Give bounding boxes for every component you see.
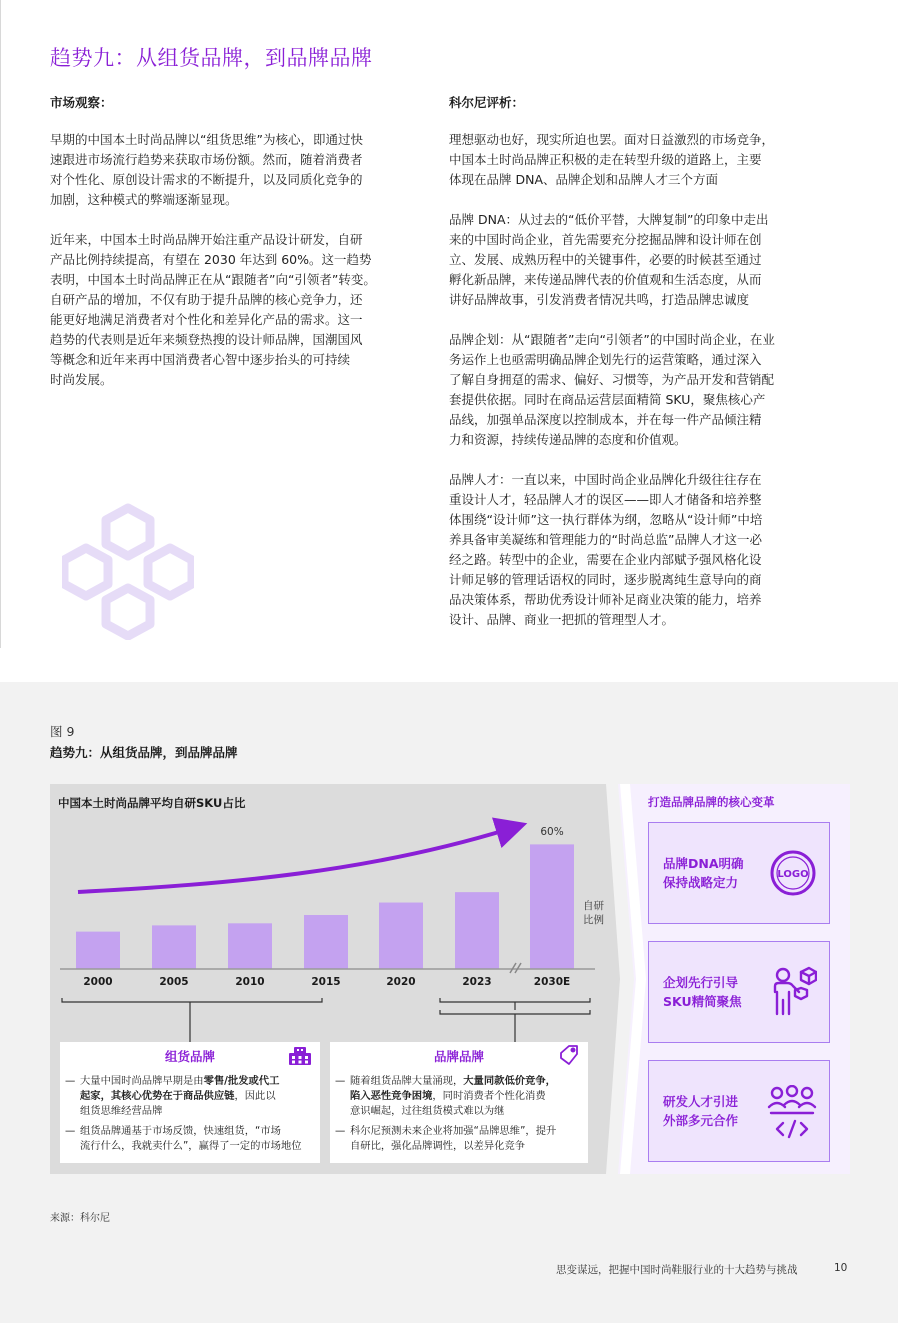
bar-2020 (379, 903, 423, 969)
right-paragraph-1 (449, 130, 823, 190)
self-research-ratio-label (583, 899, 604, 927)
text-line: 重设计人才，轻品牌人才的误区——即人才储备和培养整 (449, 492, 762, 507)
change-item-planning (648, 941, 830, 1043)
text-line: 理想驱动也好，现实所迫也罢。面对日益激烈的市场竞争， (449, 132, 775, 147)
change-item-text (663, 973, 742, 1011)
text-line: 品牌人才：一直以来，中国时尚企业品牌化升级往往存在 (449, 472, 762, 487)
text-line: 孵化新品牌，来传递品牌代表的价值观和生活态度，从而 (449, 272, 762, 287)
card-bullets (335, 1074, 585, 1159)
factory-icon (288, 1045, 312, 1065)
bullet-item: — 大量中国时尚品牌早期是由零售/批发或代工 起家，其核心优势在于商品供应链，因此以 组货思维经营品牌 (65, 1074, 317, 1119)
text-line: 保持战略定力 (663, 875, 739, 890)
bar-data-label: 60% (540, 826, 564, 839)
card-title: 组货品牌 (164, 1049, 215, 1064)
source-note: 来源：科尔尼 (50, 1213, 110, 1224)
bullet-item: — 随着组货品牌大量涌现，大量同款低价竞争， 陷入恶性竞争困境，同时消费者个性化消费 意识崛起，过往组货模式难以为继 (335, 1074, 585, 1119)
text-line: 套提供依据。同时在商品运营层面精简 SKU，聚焦核心产 (449, 392, 766, 407)
cube-pattern-watermark (62, 502, 194, 640)
page-number: 10 (834, 1262, 848, 1274)
bracket-connectors (50, 998, 606, 1048)
axis-break-mark (510, 963, 521, 973)
text-line: 对个性化、原创设计需求的不断提升，以及同质化竞争的 (50, 172, 363, 187)
card-title: 品牌品牌 (433, 1049, 484, 1064)
x-tick-label: 2020 (386, 976, 416, 988)
text-line: 自研产品的增加，不仅有助于提升品牌的核心竞争力，还 (50, 292, 363, 307)
text-line: 近年来，中国本土时尚品牌开始注重产品设计研发，自研 (50, 232, 363, 247)
x-tick-label: 2015 (311, 976, 341, 988)
text-line: 讲好品牌故事，引发消费者情况共鸣，打造品牌忠诚度 (449, 292, 750, 307)
change-item-text (663, 1092, 738, 1130)
trend-arrow (78, 828, 512, 892)
text-line: 了解自身拥趸的需求、偏好、习惯等，为产品开发和营销配 (449, 372, 775, 387)
text-line: 自研 (583, 900, 604, 912)
change-item-talent (648, 1060, 830, 1162)
right-paragraph-talent (449, 470, 823, 630)
left-paragraph-2 (50, 230, 422, 390)
text-line: 品牌 DNA：从过去的“低价平替，大牌复制”的印象中走出 (449, 212, 769, 227)
left-margin-rule (0, 0, 1, 648)
team-code-icon (767, 1085, 817, 1139)
text-line: 力和资源，持续传递品牌的态度和价值观。 (449, 432, 687, 447)
text-line: 加剧，这种模式的弊端逐渐显现。 (50, 192, 238, 207)
logo-badge-text: LOGO (777, 869, 809, 880)
x-tick-label: 2000 (83, 976, 113, 988)
text-line: 体围绕“设计师”这一执行群体为纲，忽略从“设计师”中培 (449, 512, 763, 527)
right-paragraph-planning (449, 330, 823, 450)
text-line: 研发人才引进 (663, 1094, 739, 1109)
text-line: 早期的中国本土时尚品牌以“组货思维”为核心，即通过快 (50, 132, 363, 147)
left-paragraph-1 (50, 130, 422, 210)
x-tick-label: 2005 (159, 976, 189, 988)
bar-2023 (455, 892, 499, 969)
text-line: 能更好地满足消费者对个性化和差异化产品的需求。这一 (50, 312, 363, 327)
text-line: 体现在品牌 DNA、品牌企划和品牌人才三个方面 (449, 172, 719, 187)
chart-title: 中国本土时尚品牌平均自研SKU占比 (58, 796, 246, 810)
price-tag-icon (558, 1044, 580, 1066)
bar-2005 (152, 925, 196, 969)
text-line: 立、发展、成熟历程中的关键事件，必要的时候甚至通过 (449, 252, 762, 267)
sku-share-bar-chart (50, 784, 606, 1024)
text-line: 速跟进市场流行趋势来获取市场份额。然而，随着消费者 (50, 152, 363, 167)
text-line: 中国本土时尚品牌正积极的走在转型升级的道路上，主要 (449, 152, 762, 167)
bar-2030E (530, 844, 574, 969)
core-changes-title: 打造品牌品牌的核心变革 (648, 795, 775, 809)
text-line: 品决策体系，帮助优秀设计师补足商业决策的能力，培养 (449, 592, 762, 607)
person-with-boxes-icon (771, 966, 817, 1018)
figure-title: 趋势九：从组货品牌，到品牌品牌 (50, 745, 238, 760)
x-tick-label: 2023 (462, 976, 492, 988)
text-line: 外部多元合作 (663, 1113, 739, 1128)
x-tick-label: 2030E (533, 976, 571, 988)
footer-text: 思变谋远，把握中国时尚鞋服行业的十大趋势与挑战 (556, 1264, 798, 1276)
card-assembled-goods-brand (60, 1042, 320, 1163)
text-line: 品牌DNA明确 (663, 856, 744, 871)
text-line: 计师足够的管理话语权的同时，逐步脱离纯生意导向的商 (449, 572, 762, 587)
right-paragraph-dna (449, 210, 823, 310)
bar-2010 (228, 923, 272, 969)
text-line: SKU精简聚焦 (663, 994, 742, 1009)
text-line: 经之路。转型中的企业，需要在企业内部赋予强风格化设 (449, 552, 762, 567)
kearney-review-heading: 科尔尼评析： (449, 95, 525, 110)
text-line: 表明，中国本土时尚品牌正在从“跟随者”向“引领者”转变。 (50, 272, 376, 287)
change-item-brand-dna (648, 822, 830, 924)
text-line: 务运作上也亟需明确品牌企划先行的运营策略，通过深入 (449, 352, 762, 367)
text-line: 时尚发展。 (50, 372, 113, 387)
bullet-item: — 组货品牌通基于市场反馈，快速组货，“市场 流行什么，我就卖什么”，赢得了一定的市场地位 (65, 1124, 317, 1154)
bullet-item: — 科尔尼预测未来企业将加强“品牌思维”，提升 自研比，强化品牌调性，以差异化竞争 (335, 1124, 585, 1154)
text-line: 品牌企划：从“跟随者”走向“引领者”的中国时尚企业，在业 (449, 332, 775, 347)
figure-label: 图 9 (50, 724, 75, 739)
text-line: 养具备审美凝练和管理能力的“时尚总监”品牌人才这一必 (449, 532, 762, 547)
text-line: 品线，加强单品深度以控制成本，并在每一件产品倾注精 (449, 412, 762, 427)
page-title: 趋势九：从组货品牌，到品牌品牌 (50, 46, 373, 70)
text-line: 来的中国时尚企业，首先需要充分挖掘品牌和设计师在创 (449, 232, 762, 247)
text-line: 趋势的代表则是近年来频登热搜的设计师品牌，国潮国风 (50, 332, 363, 347)
market-observation-heading: 市场观察： (50, 95, 113, 110)
text-line: 等概念和近年来再中国消费者心智中逐步抬头的可持续 (50, 352, 351, 367)
x-tick-label: 2010 (235, 976, 265, 988)
logo-badge-icon (769, 849, 817, 897)
text-line: 产品比例持续提高，有望在 2030 年达到 60%。这一趋势 (50, 252, 372, 267)
text-line: 设计、品牌、商业一把抓的管理型人才。 (449, 612, 675, 627)
card-bullets (65, 1074, 317, 1159)
text-line: 企划先行引导 (663, 975, 739, 990)
bar-2015 (304, 915, 348, 969)
card-brand-brand (330, 1042, 588, 1163)
text-line: 比例 (583, 914, 604, 926)
bar-2000 (76, 932, 120, 969)
change-item-text (663, 854, 744, 892)
